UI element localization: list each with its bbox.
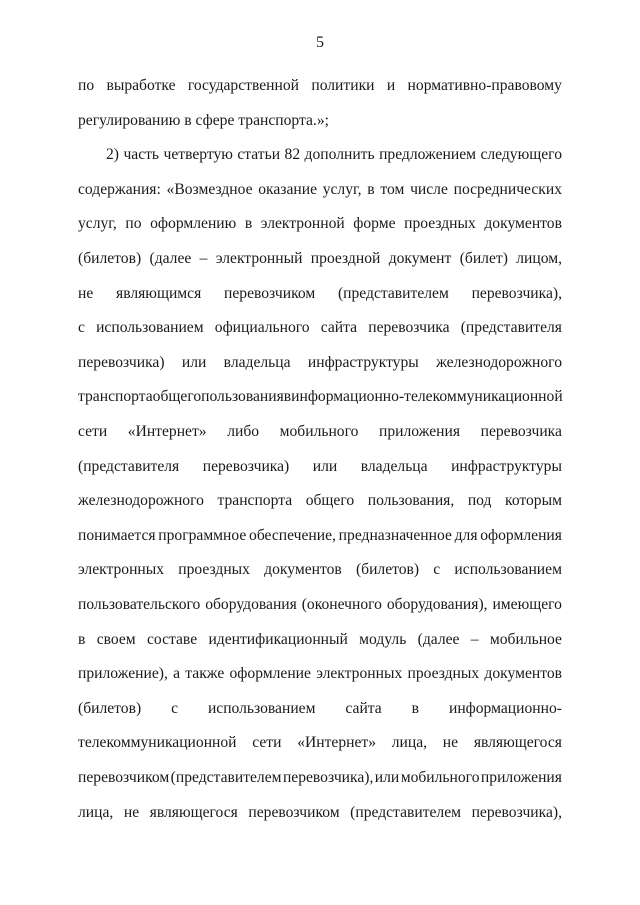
- word: перевозчика),: [282, 769, 374, 786]
- word: оказание: [258, 180, 317, 198]
- word: перевозчика: [480, 423, 562, 440]
- word: в: [78, 630, 86, 648]
- word: посреднических: [453, 180, 562, 198]
- word: не: [78, 284, 94, 302]
- word: (представителем: [350, 803, 462, 821]
- word: лица,: [78, 803, 114, 821]
- word: электронный: [215, 250, 303, 267]
- word: или: [181, 353, 207, 371]
- word: оформлению: [150, 215, 237, 233]
- word: модуль: [359, 630, 407, 648]
- word: (билетов): [355, 561, 420, 579]
- word: «Интернет»: [127, 423, 207, 440]
- word: выработке: [106, 77, 176, 94]
- word: транспорта: [78, 388, 153, 406]
- word: сети: [252, 734, 282, 752]
- page-number: 5: [316, 34, 324, 51]
- word: статьи: [237, 146, 281, 164]
- word: 2): [106, 146, 119, 164]
- text-line: [78, 179, 562, 201]
- text-line: [78, 283, 562, 305]
- word: предназначенное: [338, 526, 452, 544]
- text-line: [78, 352, 562, 374]
- text-line: [78, 213, 562, 235]
- word: часть: [123, 146, 160, 164]
- word: приложения: [379, 423, 461, 440]
- word: мобильного: [279, 423, 359, 440]
- word: мобильное: [489, 630, 562, 648]
- word: (представителя: [78, 457, 180, 475]
- word: государственной: [187, 77, 299, 94]
- word: сайта: [345, 699, 382, 717]
- word: приложение),: [78, 665, 168, 683]
- word: (представителя: [460, 319, 562, 337]
- word: перевозчиком: [78, 769, 170, 786]
- word: в: [244, 215, 253, 233]
- word: лицом,: [516, 250, 562, 267]
- word: (билет): [459, 250, 508, 267]
- word: (представителем: [170, 769, 282, 786]
- text-line: [78, 594, 562, 616]
- text-line: [78, 421, 562, 443]
- word: информационно-телекоммуникационной: [291, 388, 563, 406]
- word: своем: [96, 630, 136, 648]
- word: в: [283, 388, 292, 406]
- word: предложением: [379, 146, 477, 164]
- word: а: [173, 665, 181, 683]
- word: (билетов): [78, 699, 142, 717]
- word: «Возмездное: [166, 180, 253, 198]
- word: –: [470, 630, 479, 648]
- word: сайта: [320, 319, 358, 337]
- word: проездных: [407, 665, 480, 683]
- word: являющимся: [116, 284, 202, 302]
- word: владельца: [223, 353, 291, 371]
- word: документов: [484, 215, 562, 233]
- text-line: [78, 629, 562, 651]
- text-line: [78, 144, 562, 166]
- word: электронных: [316, 665, 403, 683]
- word: документов: [264, 561, 342, 579]
- word: общего: [305, 492, 355, 510]
- word: телекоммуникационной: [78, 734, 237, 752]
- word: идентификационный: [208, 630, 348, 648]
- word: (далее: [149, 250, 192, 267]
- word: и: [386, 77, 396, 94]
- text-line: [78, 525, 562, 547]
- word: с: [78, 319, 85, 337]
- word: оформления: [480, 526, 562, 544]
- word: услуг,: [322, 180, 362, 198]
- word: электронной: [260, 215, 345, 233]
- word: (далее: [417, 630, 460, 648]
- word: услуг,: [78, 215, 117, 233]
- word: или: [374, 769, 400, 786]
- word: понимается: [78, 526, 156, 544]
- text-line: [78, 386, 562, 408]
- word: по: [78, 77, 95, 94]
- word: использованием: [207, 699, 316, 717]
- text-line: [78, 663, 562, 685]
- word: железнодорожного: [78, 492, 204, 510]
- word: сети: [78, 423, 108, 440]
- word: перевозчика: [368, 319, 450, 337]
- word: либо: [227, 423, 260, 440]
- word: документов: [484, 665, 562, 683]
- word: перевозчика): [78, 353, 165, 371]
- word: четвертую: [163, 146, 233, 164]
- word: использованием: [454, 561, 562, 579]
- word: нормативно-правовому: [407, 77, 562, 94]
- word: (билетов): [78, 250, 142, 267]
- text-line: [78, 802, 562, 824]
- word: пользовательского: [78, 596, 201, 613]
- word: пользования: [201, 388, 284, 406]
- word: использованием: [96, 319, 204, 337]
- word: транспорта: [217, 492, 293, 510]
- word: или: [312, 457, 338, 475]
- word: перевозчиком: [224, 284, 316, 302]
- word: для: [454, 526, 478, 544]
- word: приложения: [480, 769, 562, 786]
- word: политики: [311, 77, 375, 94]
- word: с: [171, 699, 178, 717]
- word: форме: [353, 215, 396, 233]
- word: 82: [284, 146, 301, 164]
- word: дополнить: [304, 146, 375, 164]
- word: электронных: [78, 561, 165, 579]
- word: общего: [152, 388, 202, 406]
- word: по: [125, 215, 142, 233]
- word: оборудования: [205, 596, 297, 613]
- word: в: [367, 180, 375, 198]
- word: также: [185, 665, 225, 683]
- word: оборудования),: [386, 596, 488, 613]
- word: –: [199, 250, 208, 267]
- word: которым: [505, 492, 562, 510]
- word: пользования,: [367, 492, 455, 510]
- word: оформление: [229, 665, 311, 683]
- word: том: [380, 180, 405, 198]
- word: числе: [410, 180, 448, 198]
- word: перевозчика): [202, 457, 290, 475]
- word: железнодорожного: [436, 353, 562, 371]
- word: «Интернет»: [297, 734, 377, 752]
- word: программное: [158, 526, 247, 544]
- text-line: [78, 698, 562, 720]
- text-line: [78, 317, 562, 339]
- word: являющегося: [473, 734, 562, 752]
- word: информационно-: [448, 699, 562, 717]
- text-line: [78, 732, 562, 754]
- word: содержания:: [78, 180, 161, 198]
- word: документ: [388, 250, 452, 267]
- word: перевозчиком: [248, 803, 340, 821]
- word: не: [123, 803, 140, 821]
- word: (представителем: [337, 284, 449, 302]
- word: проездной: [310, 250, 381, 267]
- text-line: [78, 559, 562, 581]
- word: проездных: [404, 215, 476, 233]
- word: под: [467, 492, 492, 510]
- word: владельца: [360, 457, 428, 475]
- word: составе: [146, 630, 198, 648]
- word: с: [433, 561, 441, 579]
- word: обеспечение,: [249, 526, 336, 544]
- word: имеющего: [492, 596, 562, 613]
- word: лица,: [391, 734, 428, 752]
- word: инфраструктуры: [451, 457, 562, 475]
- text-line: [78, 248, 562, 270]
- word: в: [411, 699, 420, 717]
- word: (оконечного: [301, 596, 382, 613]
- text-line: [78, 490, 562, 512]
- word: проездных: [178, 561, 250, 579]
- text-line: [78, 767, 562, 789]
- text-line: [78, 456, 562, 478]
- word: перевозчика),: [471, 803, 562, 821]
- word: мобильного: [400, 769, 480, 786]
- text-line: [78, 75, 562, 97]
- text-line: регулированию в сфере транспорта.»;: [78, 111, 329, 129]
- word: инфраструктуры: [307, 353, 419, 371]
- word: перевозчика),: [471, 284, 562, 302]
- word: следующего: [480, 146, 562, 164]
- word: официального: [214, 319, 310, 337]
- word: являющегося: [149, 803, 238, 821]
- word: не: [442, 734, 459, 752]
